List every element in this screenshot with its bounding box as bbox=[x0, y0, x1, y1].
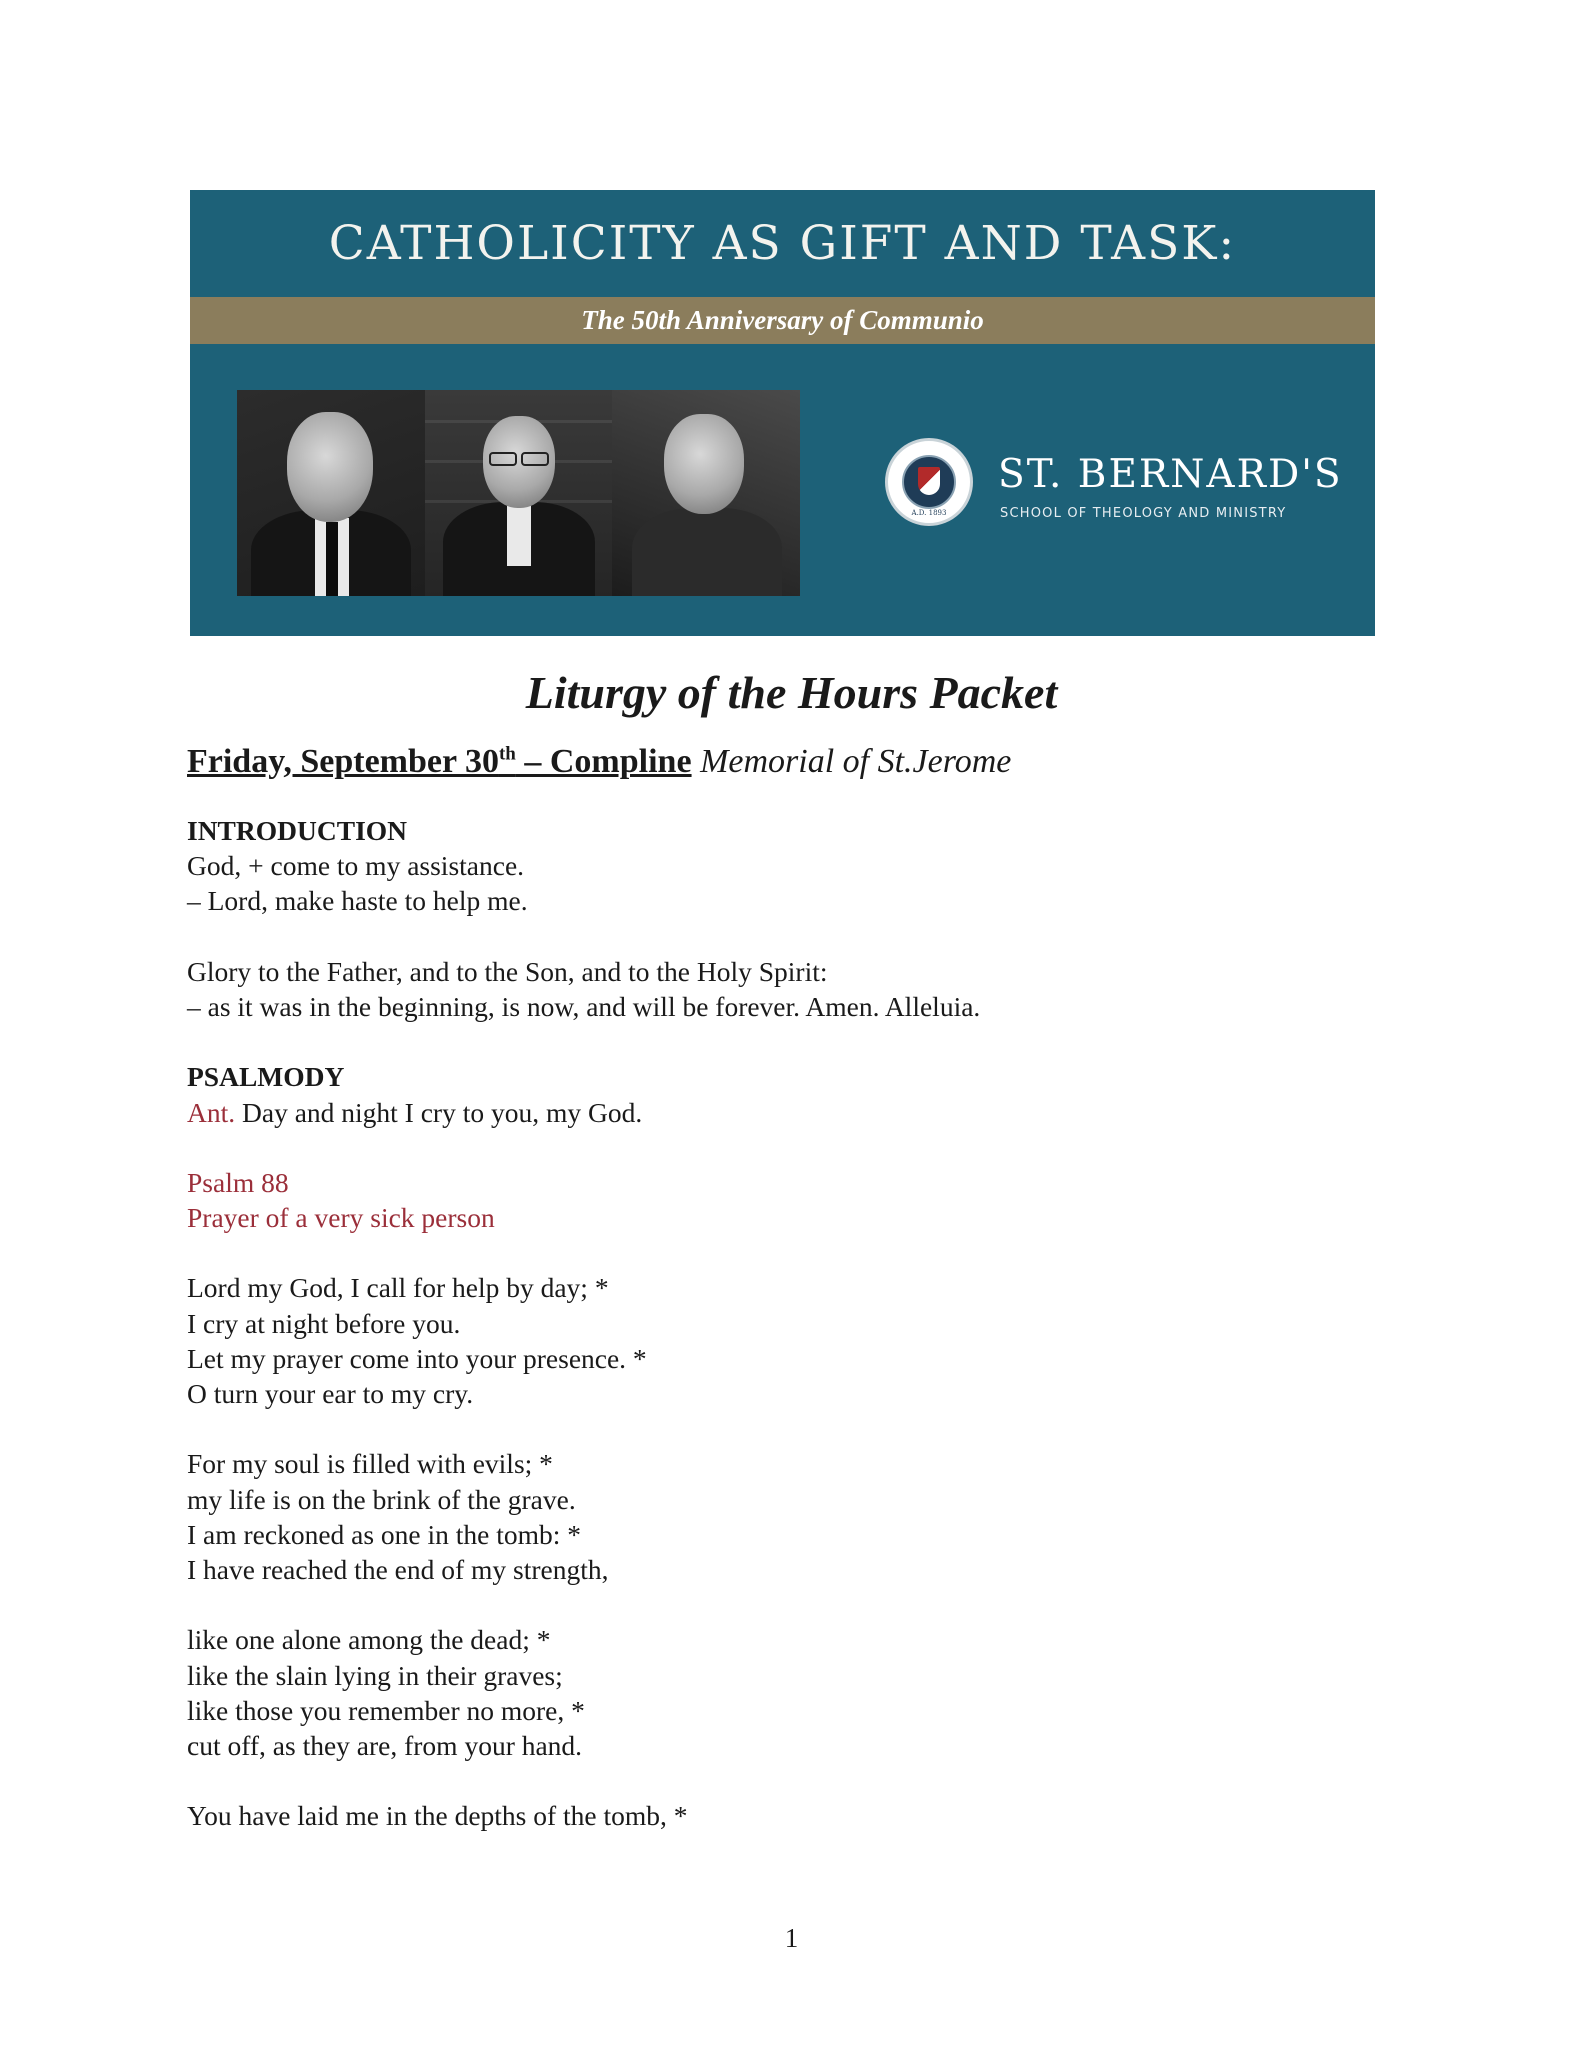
antiphon-text: Day and night I cry to you, my God. bbox=[235, 1096, 643, 1128]
psalm-line: like the slain lying in their graves; bbox=[187, 1659, 563, 1691]
portrait-photo bbox=[612, 390, 800, 596]
portrait-photo bbox=[425, 390, 613, 596]
day-title: Friday, September 30th – Compline bbox=[187, 743, 692, 780]
psalm-line: I have reached the end of my strength, bbox=[187, 1553, 609, 1585]
document-title: Liturgy of the Hours Packet bbox=[525, 667, 1058, 718]
psalm-line: O turn your ear to my cry. bbox=[187, 1378, 474, 1409]
psalm-line: cut off, as they are, from your hand. bbox=[187, 1729, 583, 1761]
section-heading: PSALMODY bbox=[187, 1061, 345, 1093]
psalm-line: Lord my God, I call for help by day; * bbox=[187, 1272, 609, 1304]
page-number: 1 bbox=[784, 1923, 799, 1953]
doxology-line: Glory to the Father, and to the Son, and to the Holy Spirit: bbox=[187, 955, 828, 987]
psalm-line: For my soul is filled with evils; * bbox=[187, 1448, 553, 1480]
doxology-line: – as it was in the beginning, is now, and will be forever. Amen. Alleluia. bbox=[187, 990, 981, 1022]
antiphon-label: Ant. bbox=[187, 1096, 236, 1128]
portrait-photos bbox=[237, 390, 800, 596]
banner-subtitle: The 50th Anniversary of Communio bbox=[581, 305, 984, 335]
psalm-line: You have laid me in the depths of the tomb, * bbox=[187, 1800, 688, 1832]
brand-name: ST. BERNARD'S bbox=[998, 452, 1343, 497]
psalm-subtitle: Prayer of a very sick person bbox=[187, 1202, 495, 1234]
prayer-text bbox=[187, 813, 1387, 1833]
memorial-text: Memorial of St.Jerome bbox=[691, 743, 1012, 780]
versicle: God, + come to my assistance. bbox=[187, 850, 525, 882]
section-heading: INTRODUCTION bbox=[187, 815, 408, 846]
banner-title: CATHOLICITY AS GIFT AND TASK: bbox=[328, 216, 1237, 271]
banner bbox=[190, 190, 1375, 636]
day-heading bbox=[187, 743, 1011, 781]
psalm-title: Psalm 88 bbox=[187, 1166, 289, 1198]
psalm-line: like those you remember no more, * bbox=[187, 1694, 585, 1726]
psalm-line: I cry at night before you. bbox=[187, 1307, 461, 1339]
portrait-photo bbox=[237, 390, 425, 596]
brand-subtitle: SCHOOL OF THEOLOGY AND MINISTRY bbox=[1000, 506, 1287, 521]
psalm-line: my life is on the brink of the grave. bbox=[187, 1483, 576, 1515]
school-seal-icon: A.D. 1893 bbox=[885, 438, 973, 526]
response: – Lord, make haste to help me. bbox=[187, 885, 528, 917]
antiphon bbox=[187, 1095, 1387, 1130]
banner-strip bbox=[190, 297, 1375, 344]
psalm-line: I am reckoned as one in the tomb: * bbox=[187, 1518, 582, 1550]
psalm-line: like one alone among the dead; * bbox=[187, 1624, 551, 1656]
psalm-line: Let my prayer come into your presence. * bbox=[187, 1342, 647, 1374]
